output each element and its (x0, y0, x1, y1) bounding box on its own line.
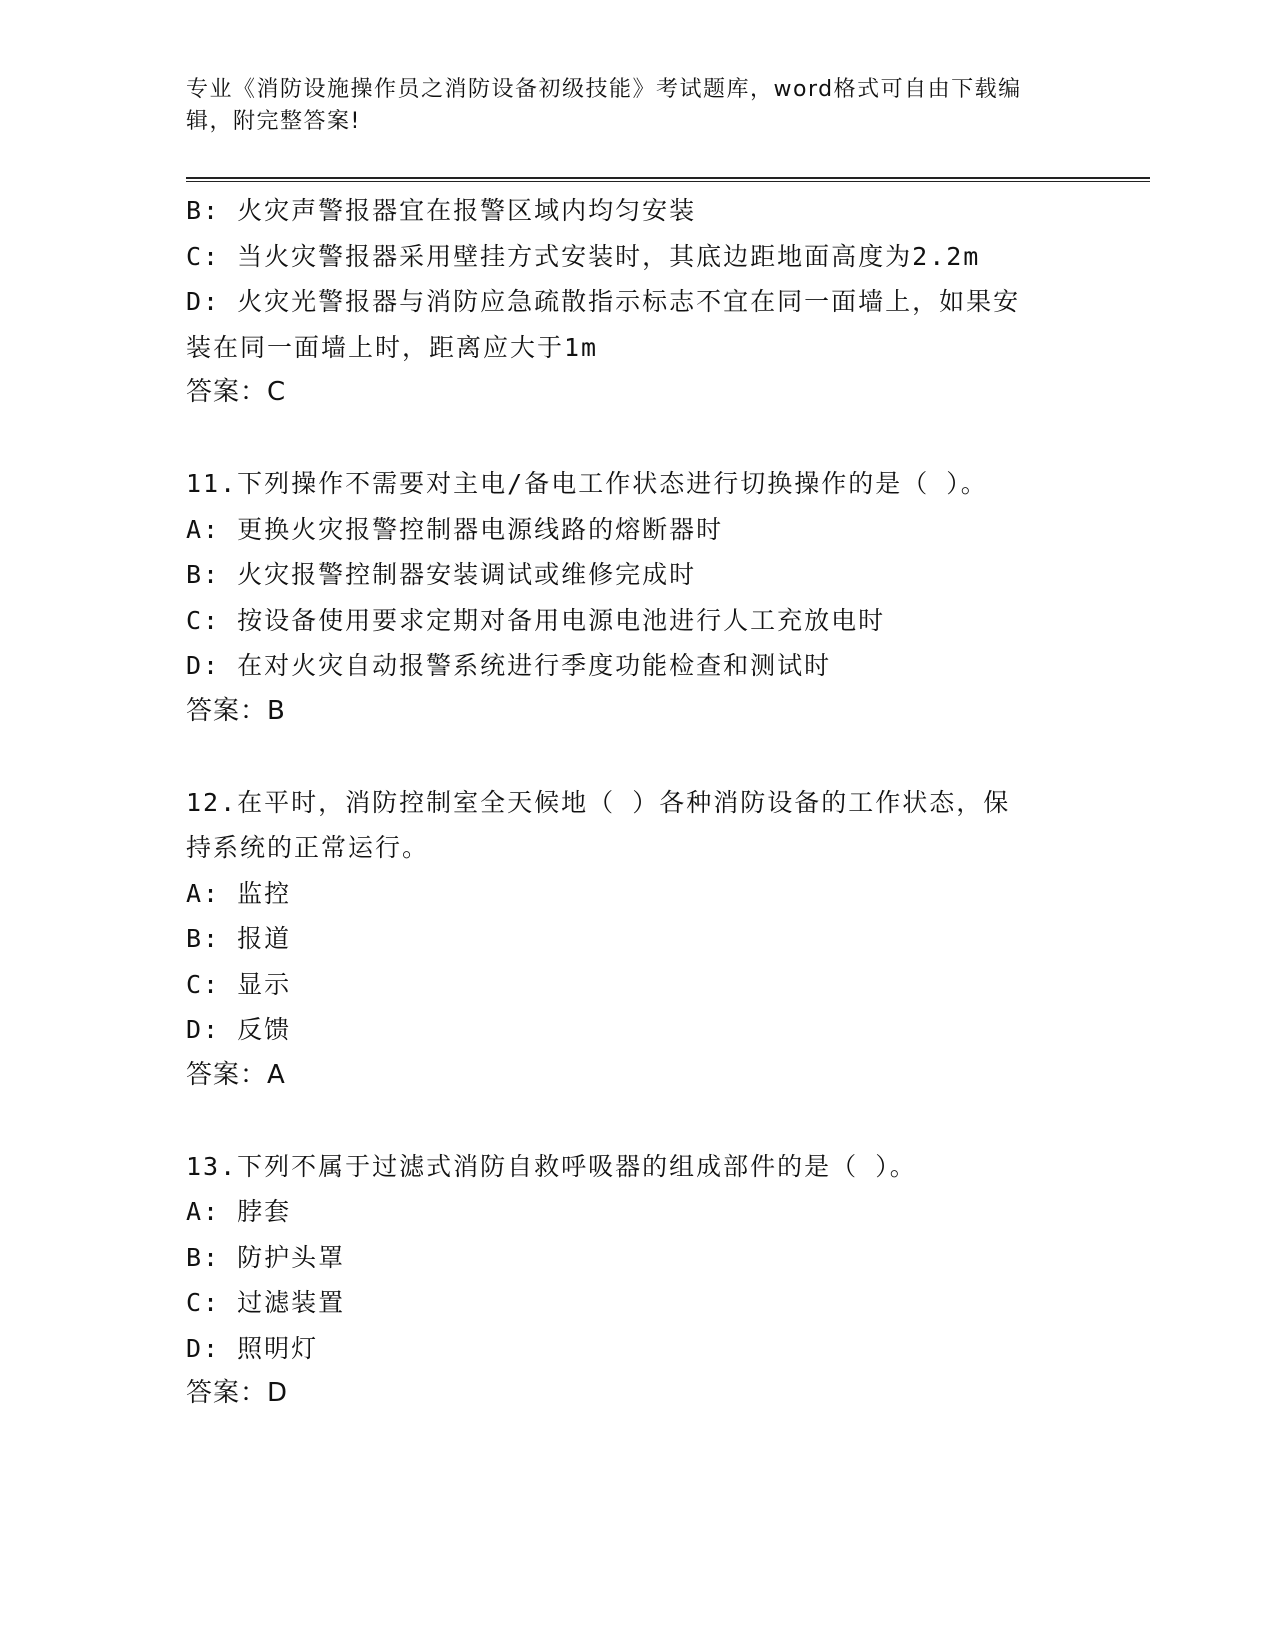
option-a: A: 更换火灾报警控制器电源线路的熔断器时 (186, 514, 724, 544)
spacer (186, 1098, 1066, 1144)
option-c: C: 过滤装置 (186, 1288, 346, 1317)
option-d-continued: 装在同一面墙上时，距离应大于1m (186, 332, 599, 362)
answer: 答案：A (186, 1059, 286, 1090)
answer: 答案：B (186, 695, 286, 726)
option-b: B: 火灾报警控制器安装调试或维修完成时 (186, 560, 697, 589)
question-11 (186, 461, 1066, 734)
answer: 答案：D (186, 1378, 289, 1408)
option-b: B: 防护头罩 (186, 1242, 346, 1272)
question-12 (186, 780, 1066, 1099)
answer: 答案：C (186, 377, 287, 407)
question-stem: 11.下列操作不需要对主电/备电工作状态进行切换操作的是（ ）。 (186, 469, 988, 498)
question-10-continued (186, 188, 1066, 416)
document-header (186, 74, 1066, 138)
option-b: B: 报道 (186, 924, 292, 953)
header-divider-thick (186, 177, 1150, 179)
option-d: D: 反馈 (186, 1015, 292, 1044)
option-d: D: 火灾光警报器与消防应急疏散指示标志不宜在同一面墙上，如果安 (186, 287, 1021, 316)
option-c: C: 按设备使用要求定期对备用电源电池进行人工充放电时 (186, 605, 886, 635)
option-d: D: 在对火灾自动报警系统进行季度功能检查和测试时 (186, 651, 832, 680)
option-c: C: 显示 (186, 969, 292, 999)
question-stem-continued: 持系统的正常运行。 (186, 833, 430, 862)
spacer (186, 416, 1066, 462)
spacer (186, 734, 1066, 780)
header-line-1: 专业《消防设施操作员之消防设备初级技能》考试题库，word格式可自由下载编 (186, 77, 1022, 102)
question-stem: 13.下列不属于过滤式消防自救呼吸器的组成部件的是（ ）。 (186, 1151, 917, 1181)
option-a: A: 脖套 (186, 1197, 292, 1226)
question-13 (186, 1144, 1066, 1417)
question-list (186, 188, 1066, 1417)
option-c: C: 当火灾警报器采用壁挂方式安装时，其底边距地面高度为2.2m (186, 241, 981, 271)
option-a: A: 监控 (186, 878, 292, 908)
question-stem: 12.在平时，消防控制室全天候地（ ）各种消防设备的工作状态，保 (186, 787, 1011, 817)
header-divider-thin (186, 181, 1150, 182)
option-b: B: 火灾声警报器宜在报警区域内均匀安装 (186, 196, 697, 225)
header-line-2: 辑，附完整答案! (186, 109, 361, 134)
option-d: D: 照明灯 (186, 1333, 319, 1363)
